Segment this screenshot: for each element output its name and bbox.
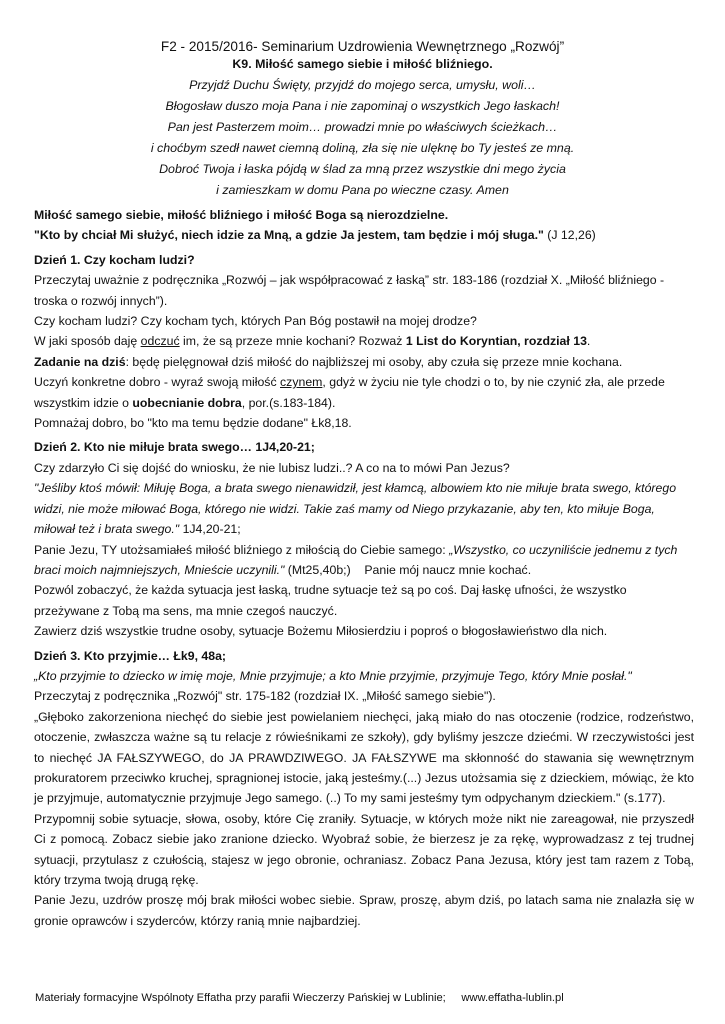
intro-quote-text: "Kto by chciał Mi służyć, niech idzie za Mną, a gdzie Ja jestem, tam będzie i mój sługa." bbox=[34, 228, 544, 243]
prayer-line: i choćbym szedł nawet ciemną doliną, zła się nie ulęknę bo Ty jesteś ze mną. bbox=[150, 141, 575, 155]
underlined-text: odczuć bbox=[140, 334, 180, 349]
day3-paragraph: Przypomnij sobie sytuacje, słowa, osoby, które Cię zraniły. Sytuacje, w których może nikt nie zareagował, nie przyszedł Ci z pomocą. Zobacz siebie jako zranione dziecko. Wyobraź sobie, że bierzesz je za rękę, wyprowadzasz z tej trudnej sytuacji, przytulasz z czułością, stajesz w jego obronie, ochraniasz. Zobacz Pana Jezusa, który jest tam razem z Tobą, który trzyma twoją drugą rękę. bbox=[34, 811, 694, 887]
task-label: Zadanie na dziś bbox=[34, 354, 126, 369]
day3-quote: „Kto przyjmie to dziecko w imię moje, Mnie przyjmuje; a kto Mnie przyjmie, przyjmuje Tego, który Mnie posłał." bbox=[34, 668, 632, 683]
day1-heading: Dzień 1. Czy kocham ludzi? bbox=[34, 252, 195, 267]
opening-prayer bbox=[0, 75, 725, 201]
text-run: im, że są przeze mnie kochani? Rozważ bbox=[179, 334, 406, 349]
day2-heading: Dzień 2. Kto nie miłuje brata swego… 1J4,20-21; bbox=[34, 440, 315, 455]
prayer-line: i zamieszkam w domu Pana po wieczne czasy. Amen bbox=[216, 183, 509, 197]
text-run: . bbox=[586, 334, 591, 349]
bold-text: 1 List do Koryntian, rozdział 13 bbox=[405, 334, 587, 349]
text-run: (Mt25,40b;) Panie mój naucz mnie kochać. bbox=[284, 562, 532, 577]
document-subtitle: K9. Miłość samego siebie i miłość bliźniego. bbox=[232, 57, 493, 71]
day2-paragraph bbox=[34, 540, 694, 581]
text-run: Panie Jezu, TY utożsamiałeś miłość bliźniego z miłością do Ciebie samego: bbox=[34, 542, 450, 557]
italic-quote: "Jeśliby ktoś mówił: Miłuję Boga, a brata swego nienawidził, jest kłamcą, albowiem kto nie miłuje brata swego, którego widzi, nie może miłować Boga, którego nie widzi. Takie zaś mamy od Niego przykazanie, aby ten, kto miłuje Boga, miłował też i brata swego." bbox=[34, 481, 677, 537]
text-run: , por.(s.183-184). bbox=[241, 395, 336, 410]
day3-heading: Dzień 3. Kto przyjmie… Łk9, 48a; bbox=[34, 648, 227, 663]
day2-paragraph: Pozwól zobaczyć, że każda sytuacja jest łaską, trudne sytuacje też są po coś. Daj łaskę ufności, że wszystko przeżywane z Tobą ma sens, ma mnie czegoś nauczyć. bbox=[34, 583, 627, 618]
intro-statement: Miłość samego siebie, miłość bliźniego i miłość Boga są nierozdzielne. bbox=[34, 208, 449, 222]
day2-paragraph: Czy zdarzyło Ci się dojść do wniosku, że nie lubisz ludzi..? A co na to mówi Pan Jezus? bbox=[34, 460, 510, 475]
day1-paragraph bbox=[34, 331, 694, 351]
task-text: : będę pielęgnował dziś miłość do najbliższej mi osoby, aby czuła się przeze mnie kochana. bbox=[125, 354, 623, 369]
intro-quote-ref: (J 12,26) bbox=[543, 228, 596, 243]
italic-quote: „Wszystko, co uczyniliście jednemu z tych braci moich najmniejszych, Mnieście uczynili." bbox=[34, 542, 678, 577]
day2-quote bbox=[34, 478, 694, 539]
text-run: Uczyń konkretne dobro - wyraź swoją miłość bbox=[34, 375, 281, 390]
day1-task bbox=[34, 352, 694, 372]
text-run: W jaki sposób daję bbox=[34, 334, 141, 349]
prayer-line: Przyjdź Duchu Święty, przyjdź do mojego serca, umysłu, woli… bbox=[189, 78, 536, 92]
text-run: , gdyż w życiu nie tyle chodzi o to, by nie czynić zła, ale przede wszystkim idzie o bbox=[34, 375, 665, 410]
document-title: F2 - 2015/2016- Seminarium Uzdrowienia Wewnętrznego „Rozwój” bbox=[160, 39, 565, 54]
page-footer: Materiały formacyjne Wspólnoty Effatha przy parafii Wieczerzy Pańskiej w Lublinie; www.effatha-lublin.pl bbox=[35, 992, 564, 1004]
day3-paragraph: Panie Jezu, uzdrów proszę mój brak miłości wobec siebie. Spraw, proszę, abym dziś, po latach sama nie znalazła się w gronie oprawców i szyderców, którzy ranią mnie najbardziej. bbox=[34, 893, 694, 928]
day3-paragraph: „Głęboko zakorzeniona niechęć do siebie jest powielaniem niechęci, jaką miało do nas otoczenie (rodzice, rodzeństwo, otoczenie, zwłaszcza ważne są tu relacje z rówieśnikami ze szkoły), gdy byliśmy jeszcze dziećmi. W rzeczywistości jest to niechęć JA FAŁSZYWEGO, do JA PRAWDZIWEGO. JA FAŁSZYWE ma skłonność do stawania się wewnętrznym prokuratorem przeciwko kruchej, spragnionej istocie, jaką jesteśmy.(...) Jezus utożsamia się z dzieckiem, mówiąc, że kto je przyjmuje, automatycznie przyjmuje Jego samego. (..) To my sami jesteśmy tym odpychanym dzieckiem." (s.177). bbox=[34, 709, 694, 806]
day1-paragraph: Przeczytaj uważnie z podręcznika „Rozwój – jak współpracować z łaską” str. 183-186 (rozdział X. „Miłość bliźniego - troska o rozwój innych”). bbox=[34, 273, 665, 308]
day1-paragraph: Pomnażaj dobro, bo "kto ma temu będzie dodane" Łk8,18. bbox=[34, 416, 352, 431]
prayer-line: Pan jest Pasterzem moim… prowadzi mnie po właściwych ścieżkach… bbox=[167, 120, 558, 134]
day3-paragraph: Przeczytaj z podręcznika „Rozwój" str. 175-182 (rozdział IX. „Miłość samego siebie"). bbox=[34, 689, 496, 704]
document-body bbox=[34, 205, 694, 931]
intro-quote bbox=[34, 225, 694, 245]
quote-ref: 1J4,20-21; bbox=[179, 522, 241, 537]
day2-paragraph: Zawierz dziś wszystkie trudne osoby, sytuacje Bożemu Miłosierdziu i poproś o błogosławieństwo dla nich. bbox=[34, 624, 608, 639]
bold-text: uobecnianie dobra bbox=[132, 395, 242, 410]
prayer-line: Dobroć Twoja i łaska pójdą w ślad za mną przez wszystkie dni mego życia bbox=[159, 162, 566, 176]
prayer-line: Błogosław duszo moja Pana i nie zapominaj o wszystkich Jego łaskach! bbox=[165, 99, 560, 113]
day1-paragraph bbox=[34, 372, 694, 413]
underlined-text: czynem bbox=[280, 375, 323, 390]
day1-paragraph: Czy kocham ludzi? Czy kocham tych, których Pan Bóg postawił na mojej drodze? bbox=[34, 314, 477, 329]
